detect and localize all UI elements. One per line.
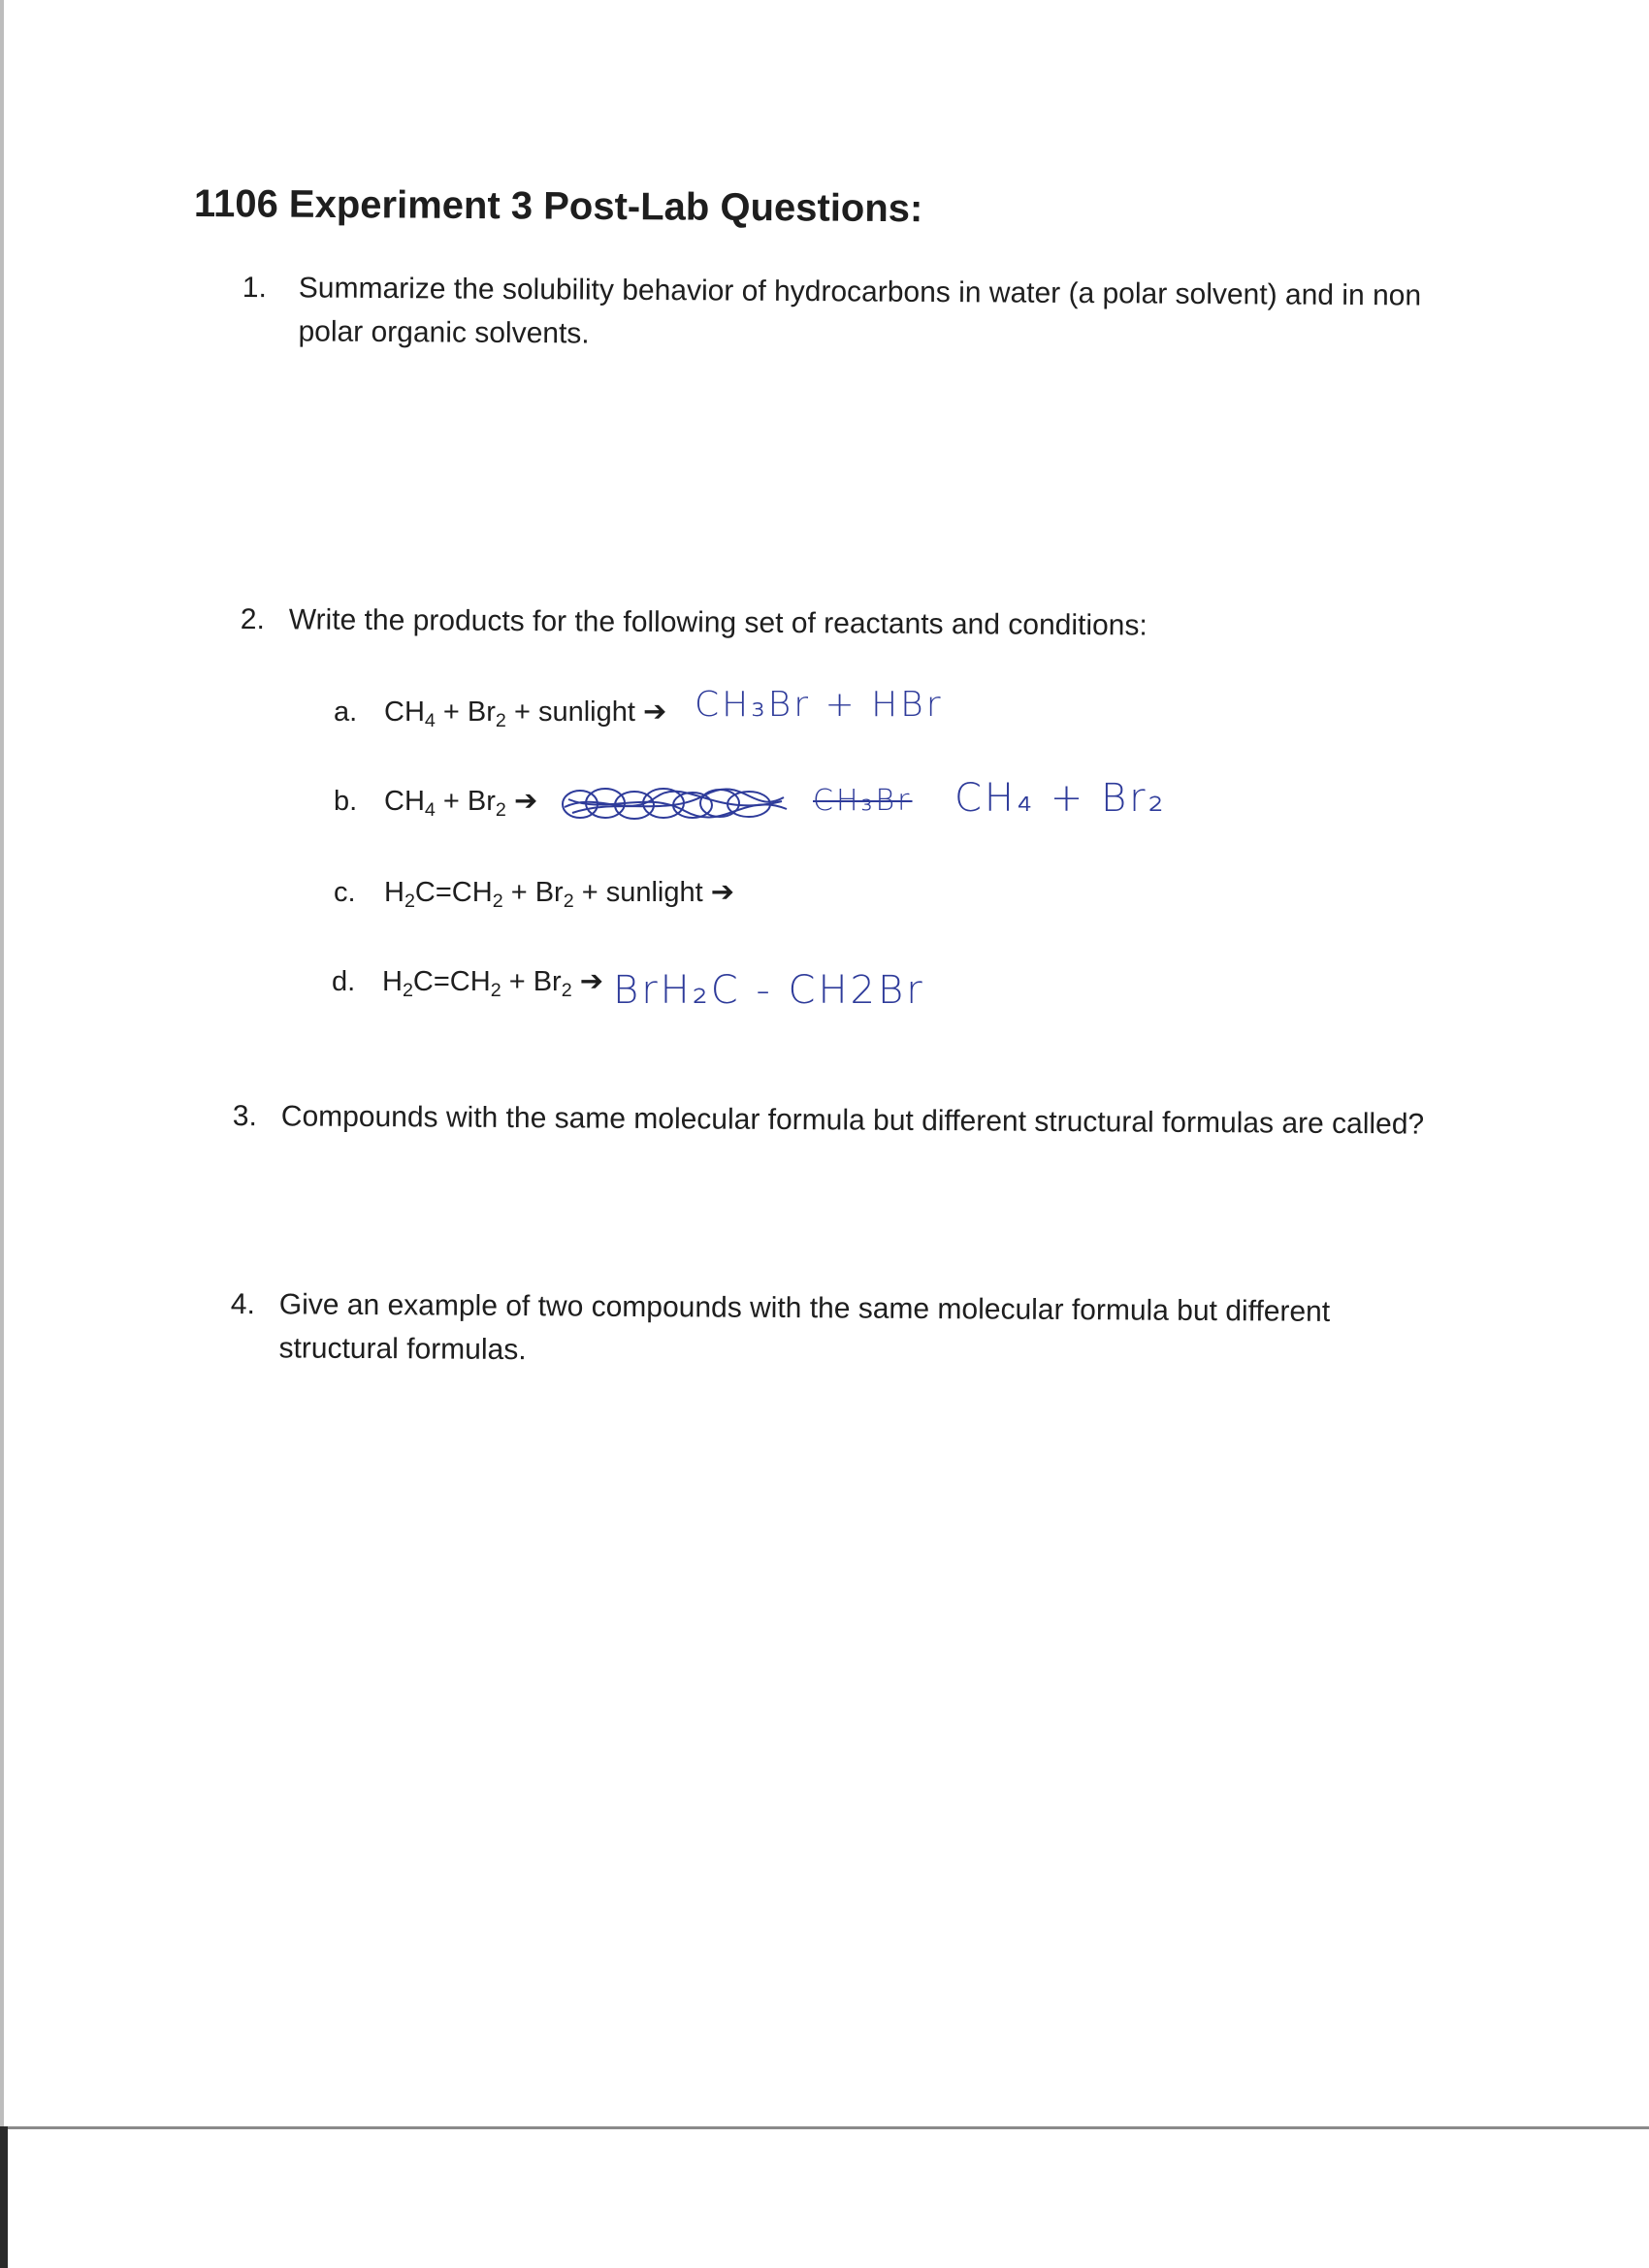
question-2-text: Write the products for the following set of reactants and conditions: [288, 603, 1148, 642]
question-1-number: 1. [242, 271, 267, 305]
handwritten-struck-answer-b: CH₃Br [813, 784, 913, 818]
question-1-text: Summarize the solubility behavior of hydrocarbons in water (a polar solvent) and in non polar organic solvents. [298, 272, 1422, 350]
reaction-letter-a: a. [334, 697, 358, 728]
reaction-letter-b: b. [334, 786, 358, 817]
question-4-number: 4. [230, 1287, 255, 1321]
scan-bottom-line [0, 2126, 1649, 2129]
page-title: 1106 Experiment 3 Post-Lab Questions: [193, 182, 923, 231]
question-2-number: 2. [240, 602, 265, 636]
scribble-scratch-out [559, 780, 801, 828]
question-3-number: 3. [232, 1099, 257, 1133]
reaction-formula-d: $H_2C=CH_2 + Br_2$ ➔ [382, 966, 604, 1001]
handwritten-answer-a: CH₃Br + HBr [695, 685, 944, 725]
question-4-text: Give an example of two compounds with the same molecular formula but different structural formulas. [278, 1288, 1331, 1367]
reaction-formula-b: $CH_4 + Br_2$ ➔ [384, 786, 538, 821]
scan-edge-bottom-left [0, 2126, 8, 2268]
reaction-letter-c: c. [334, 877, 356, 908]
scan-edge-left [0, 0, 4, 2268]
reaction-formula-a: $CH_4 + Br_2$ + sunlight ➔ [384, 697, 667, 731]
reaction-letter-d: d. [332, 966, 356, 997]
reaction-formula-c: $H_2C=CH_2 + Br_2$ + sunlight ➔ [384, 877, 735, 912]
handwritten-answer-b: CH₄ + Br₂ [954, 776, 1167, 821]
handwritten-answer-d: BrH₂C - CH2Br [613, 968, 925, 1013]
question-3-text: Compounds with the same molecular formula but different structural formulas are called? [280, 1100, 1425, 1141]
